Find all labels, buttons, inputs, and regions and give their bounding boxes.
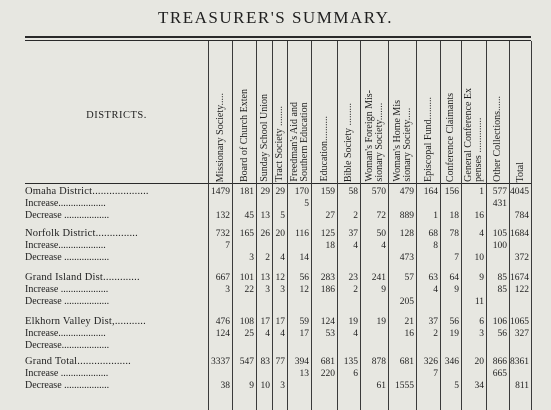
table-cell: 186 — [320, 285, 335, 295]
page-title: TREASURER'S SUMMARY. — [158, 8, 393, 27]
table-cell — [462, 240, 486, 252]
table-cell: 29 — [275, 187, 285, 197]
table-row — [25, 198, 531, 210]
table-cell — [209, 296, 232, 308]
table-cell: 4 — [381, 241, 386, 251]
table-row — [25, 328, 531, 340]
table-cell: 124 — [215, 329, 230, 339]
table-cell: 16 — [474, 211, 484, 221]
column-divider — [388, 41, 389, 410]
table-cell: 327 — [514, 329, 529, 339]
table-cell: 7 — [454, 253, 459, 263]
table-cell — [487, 252, 509, 264]
table-cell — [312, 296, 337, 308]
table-cell — [417, 340, 440, 352]
column-header-5 — [312, 42, 337, 182]
table-cell — [487, 210, 509, 222]
table-cell: 19 — [449, 329, 459, 339]
table-cell: 6 — [353, 369, 358, 379]
table-row — [25, 186, 531, 198]
table-cell — [312, 252, 337, 264]
table-cell: 50 — [376, 229, 386, 239]
table-cell: 83 — [260, 357, 270, 367]
table-cell: 326 — [423, 357, 438, 367]
column-header-9 — [417, 42, 440, 182]
table-cell — [233, 240, 256, 252]
table-cell: 17 — [299, 329, 309, 339]
column-header-10 — [441, 42, 461, 182]
table-cell: 58 — [348, 187, 358, 197]
table-row — [25, 228, 531, 240]
table-cell — [389, 240, 416, 252]
table-cell: 2 — [433, 329, 438, 339]
table-cell: 1555 — [395, 381, 414, 391]
table-cell: 128 — [399, 229, 414, 239]
table-cell — [441, 340, 461, 352]
table-cell: 56 — [449, 317, 459, 327]
table-cell: 205 — [399, 297, 414, 307]
table-cell — [510, 368, 531, 380]
table-cell — [233, 340, 256, 352]
column-divider — [461, 41, 462, 410]
table-cell: 105 — [492, 229, 507, 239]
table-cell: 3 — [265, 285, 270, 295]
column-divider — [486, 41, 487, 410]
table-cell: 108 — [239, 317, 254, 327]
table-cell: 4 — [265, 329, 270, 339]
table-cell — [462, 368, 486, 380]
table-cell: 570 — [371, 187, 386, 197]
table-row — [25, 240, 531, 252]
table-cell: 10 — [474, 253, 484, 263]
header-rule — [25, 183, 531, 184]
table-cell: 19 — [348, 317, 358, 327]
table-cell — [441, 296, 461, 308]
table-cell: 68 — [428, 229, 438, 239]
table-cell — [361, 252, 388, 264]
table-cell: 165 — [239, 229, 254, 239]
row-label: Increase ................... — [25, 284, 109, 295]
row-label: Increase ................... — [25, 368, 109, 379]
table-cell: 164 — [423, 187, 438, 197]
column-header-label: General Conference Ex penses .............. — [463, 88, 484, 182]
table-cell: 220 — [320, 369, 335, 379]
top-rule-thin — [25, 40, 531, 41]
table-cell: 20 — [474, 357, 484, 367]
table-cell — [417, 380, 440, 392]
row-label: Omaha District.................... — [25, 186, 149, 197]
table-cell: 12 — [275, 273, 285, 283]
table-cell: 26 — [260, 229, 270, 239]
table-cell: 2 — [353, 211, 358, 221]
table-cell — [288, 340, 311, 352]
table-row — [25, 296, 531, 308]
table-cell: 10 — [260, 381, 270, 391]
column-header-7 — [361, 42, 388, 182]
column-header-2 — [257, 42, 272, 182]
column-header-label: Freedman's Aid and Southern Education — [288, 102, 310, 182]
table-cell: 3 — [479, 329, 484, 339]
table-cell: 122 — [514, 285, 529, 295]
table-cell: 3 — [249, 253, 254, 263]
table-cell — [487, 380, 509, 392]
table-cell — [389, 340, 416, 352]
table-cell — [361, 328, 388, 340]
column-header-label: Conference Claimants — [445, 92, 456, 182]
table-cell — [487, 340, 509, 352]
table-cell: 132 — [215, 211, 230, 221]
column-header-label: Total — [514, 161, 526, 182]
table-cell: 8 — [433, 241, 438, 251]
table-cell — [338, 340, 360, 352]
table-cell: 72 — [376, 211, 386, 221]
table-cell — [441, 368, 461, 380]
districts-column-header: DISTRICTS. — [86, 110, 147, 121]
table-cell: 866 — [492, 357, 507, 367]
column-divider — [360, 41, 361, 410]
table-cell: 34 — [474, 381, 484, 391]
table-cell — [273, 296, 287, 308]
table-row — [25, 356, 531, 368]
table-row — [25, 272, 531, 284]
table-row — [25, 316, 531, 328]
table-cell — [312, 340, 337, 352]
table-cell — [510, 296, 531, 308]
table-cell — [288, 380, 311, 392]
row-label: Increase................... — [25, 240, 106, 251]
row-label: Decrease .................. — [25, 252, 110, 263]
column-header-12 — [487, 42, 509, 182]
table-cell: 431 — [492, 199, 507, 209]
table-cell: 8361 — [510, 357, 529, 367]
table-cell: 59 — [299, 317, 309, 327]
table-cell: 27 — [325, 211, 335, 221]
table-cell: 878 — [371, 357, 386, 367]
table-cell: 57 — [404, 273, 414, 283]
table-cell: 159 — [320, 187, 335, 197]
table-cell: 14 — [299, 253, 309, 263]
table-cell — [257, 296, 272, 308]
table-cell: 283 — [320, 273, 335, 283]
column-header-13 — [510, 42, 531, 182]
row-label: Increase................... — [25, 328, 106, 339]
table-cell: 394 — [294, 357, 309, 367]
table-cell — [361, 368, 388, 380]
table-cell — [361, 340, 388, 352]
column-header-label: Sunday School Union — [258, 94, 270, 182]
table-cell — [510, 240, 531, 252]
table-cell: 77 — [275, 357, 285, 367]
table-cell: 4 — [280, 253, 285, 263]
table-cell — [462, 198, 486, 210]
table-cell — [441, 198, 461, 210]
table-cell: 1684 — [510, 229, 529, 239]
table-cell: 3 — [225, 285, 230, 295]
table-cell: 667 — [215, 273, 230, 283]
table-cell: 37 — [428, 317, 438, 327]
table-cell: 681 — [399, 357, 414, 367]
column-divider — [440, 41, 441, 410]
table-cell — [510, 340, 531, 352]
column-header-1 — [233, 42, 256, 182]
table-row — [25, 380, 531, 392]
table-cell: 13 — [260, 211, 270, 221]
table-cell: 1674 — [510, 273, 529, 283]
table-cell — [288, 240, 311, 252]
table-cell: 4045 — [510, 187, 529, 197]
table-cell: 4 — [353, 241, 358, 251]
table-cell: 17 — [260, 317, 270, 327]
table-cell: 9 — [249, 381, 254, 391]
table-cell — [361, 198, 388, 210]
table-cell: 156 — [444, 187, 459, 197]
column-divider — [256, 41, 257, 410]
table-cell: 889 — [399, 211, 414, 221]
column-header-label: Episcopal Fund......... — [422, 97, 434, 182]
table-cell — [257, 240, 272, 252]
table-cell — [441, 240, 461, 252]
column-divider — [531, 41, 532, 410]
table-cell: 4 — [280, 329, 285, 339]
table-cell — [257, 368, 272, 380]
column-header-label: Woman's Foreign Mis- sionary Society....... — [363, 90, 385, 182]
table-cell — [417, 252, 440, 264]
table-cell — [209, 252, 232, 264]
table-cell: 784 — [514, 211, 529, 221]
table-cell: 732 — [215, 229, 230, 239]
table-cell: 20 — [275, 229, 285, 239]
table-cell — [257, 340, 272, 352]
table-cell: 22 — [244, 285, 254, 295]
column-divider — [416, 41, 417, 410]
table-cell: 5 — [304, 199, 309, 209]
table-cell — [233, 198, 256, 210]
table-cell: 61 — [376, 381, 386, 391]
table-row — [25, 368, 531, 380]
table-cell: 25 — [244, 329, 254, 339]
table-cell: 9 — [454, 285, 459, 295]
table-cell: 3 — [280, 285, 285, 295]
table-cell: 547 — [239, 357, 254, 367]
column-header-label: Education.......... — [318, 116, 330, 182]
table-cell: 241 — [371, 273, 386, 283]
table-row — [25, 252, 531, 264]
table-cell — [257, 198, 272, 210]
table-cell: 1 — [479, 187, 484, 197]
table-cell: 2 — [265, 253, 270, 263]
table-cell: 476 — [215, 317, 230, 327]
column-divider — [232, 41, 233, 410]
table-cell: 4 — [479, 229, 484, 239]
table-cell: 2 — [353, 285, 358, 295]
table-cell — [417, 296, 440, 308]
table-cell — [462, 284, 486, 296]
table-cell — [462, 340, 486, 352]
table-cell: 1 — [433, 211, 438, 221]
table-cell: 13 — [299, 369, 309, 379]
table-cell: 7 — [225, 241, 230, 251]
table-cell: 17 — [275, 317, 285, 327]
table-cell: 38 — [220, 381, 230, 391]
table-row — [25, 210, 531, 222]
table-cell: 372 — [514, 253, 529, 263]
table-cell: 63 — [428, 273, 438, 283]
top-rule — [25, 36, 531, 38]
table-row — [25, 340, 531, 352]
column-header-label: Board of Church Exten — [238, 88, 250, 182]
table-cell: 6 — [479, 317, 484, 327]
column-header-3 — [273, 42, 287, 182]
table-cell: 100 — [492, 241, 507, 251]
table-cell: 135 — [343, 357, 358, 367]
table-cell: 577 — [492, 187, 507, 197]
table-cell: 170 — [294, 187, 309, 197]
table-cell: 811 — [515, 381, 529, 391]
column-header-11 — [462, 42, 486, 182]
column-header-6 — [338, 42, 360, 182]
table-cell: 5 — [454, 381, 459, 391]
table-cell: 681 — [320, 357, 335, 367]
column-divider — [287, 41, 288, 410]
column-divider — [311, 41, 312, 410]
table-cell — [312, 380, 337, 392]
table-cell: 346 — [444, 357, 459, 367]
table-cell: 13 — [260, 273, 270, 283]
table-cell — [273, 368, 287, 380]
table-cell: 78 — [449, 229, 459, 239]
table-cell: 4 — [353, 329, 358, 339]
table-cell — [209, 368, 232, 380]
column-header-label: Missionary Society..... — [214, 92, 226, 182]
table-cell: 1479 — [211, 187, 230, 197]
column-divider — [337, 41, 338, 410]
column-divider — [509, 41, 510, 410]
table-cell: 64 — [449, 273, 459, 283]
table-cell: 125 — [320, 229, 335, 239]
table-cell: 18 — [449, 211, 459, 221]
table-cell — [273, 240, 287, 252]
table-cell: 21 — [404, 317, 414, 327]
table-cell — [338, 198, 360, 210]
row-label: Grand Total................... — [25, 356, 131, 367]
table-cell: 665 — [492, 369, 507, 379]
table-cell: 85 — [497, 285, 507, 295]
table-cell — [233, 296, 256, 308]
table-cell: 3337 — [211, 357, 230, 367]
table-cell: 106 — [492, 317, 507, 327]
row-label: Decrease .................. — [25, 210, 110, 221]
table-cell: 473 — [399, 253, 414, 263]
column-header-4 — [288, 42, 311, 182]
table-cell: 56 — [497, 329, 507, 339]
table-cell — [273, 340, 287, 352]
table-cell: 45 — [244, 211, 254, 221]
row-label: Grand Island Dist............. — [25, 272, 140, 283]
table-cell — [389, 198, 416, 210]
table-row — [25, 284, 531, 296]
table-cell — [510, 198, 531, 210]
table-cell — [233, 368, 256, 380]
table-cell: 7 — [433, 369, 438, 379]
table-cell — [288, 296, 311, 308]
table-cell: 181 — [239, 187, 254, 197]
table-cell — [417, 198, 440, 210]
table-cell: 116 — [295, 229, 309, 239]
table-cell: 37 — [348, 229, 358, 239]
row-label: Decrease .................. — [25, 296, 110, 307]
table-cell — [273, 198, 287, 210]
table-cell: 3 — [280, 381, 285, 391]
column-divider — [272, 41, 273, 410]
row-label: Increase................... — [25, 198, 106, 209]
table-cell — [389, 284, 416, 296]
table-cell: 53 — [325, 329, 335, 339]
table-cell: 85 — [497, 273, 507, 283]
column-header-0 — [209, 42, 232, 182]
table-cell — [487, 296, 509, 308]
table-cell: 1065 — [510, 317, 529, 327]
table-cell: 4 — [433, 285, 438, 295]
column-header-label: Woman's Home Mis sionary Society..... — [391, 100, 413, 182]
table-cell: 5 — [280, 211, 285, 221]
table-cell: 18 — [325, 241, 335, 251]
table-cell: 56 — [299, 273, 309, 283]
table-cell — [338, 252, 360, 264]
table-cell — [338, 296, 360, 308]
table-cell: 124 — [320, 317, 335, 327]
table-cell: 9 — [381, 285, 386, 295]
table-cell — [209, 198, 232, 210]
table-cell: 29 — [260, 187, 270, 197]
table-cell — [361, 296, 388, 308]
table-cell — [209, 340, 232, 352]
table-cell — [288, 210, 311, 222]
table-cell: 23 — [348, 273, 358, 283]
row-label: Elkhorn Valley Dist,........... — [25, 316, 146, 327]
column-header-label: Other Collections...... — [492, 96, 503, 182]
column-header-8 — [389, 42, 416, 182]
table-cell: 16 — [404, 329, 414, 339]
row-label: Norfolk District............... — [25, 228, 138, 239]
table-cell: 101 — [239, 273, 254, 283]
column-header-label: Tract Society ........ — [274, 106, 285, 182]
table-cell: 12 — [299, 285, 309, 295]
column-header-label: Bible Society ......... — [343, 102, 354, 182]
table-cell: 479 — [399, 187, 414, 197]
table-cell — [389, 368, 416, 380]
table-cell — [338, 380, 360, 392]
table-cell: 9 — [479, 273, 484, 283]
row-label: Decrease................... — [25, 340, 110, 351]
row-label: Decrease .................. — [25, 380, 110, 391]
table-cell: 19 — [376, 317, 386, 327]
table-cell: 11 — [474, 297, 484, 307]
table-cell — [312, 198, 337, 210]
